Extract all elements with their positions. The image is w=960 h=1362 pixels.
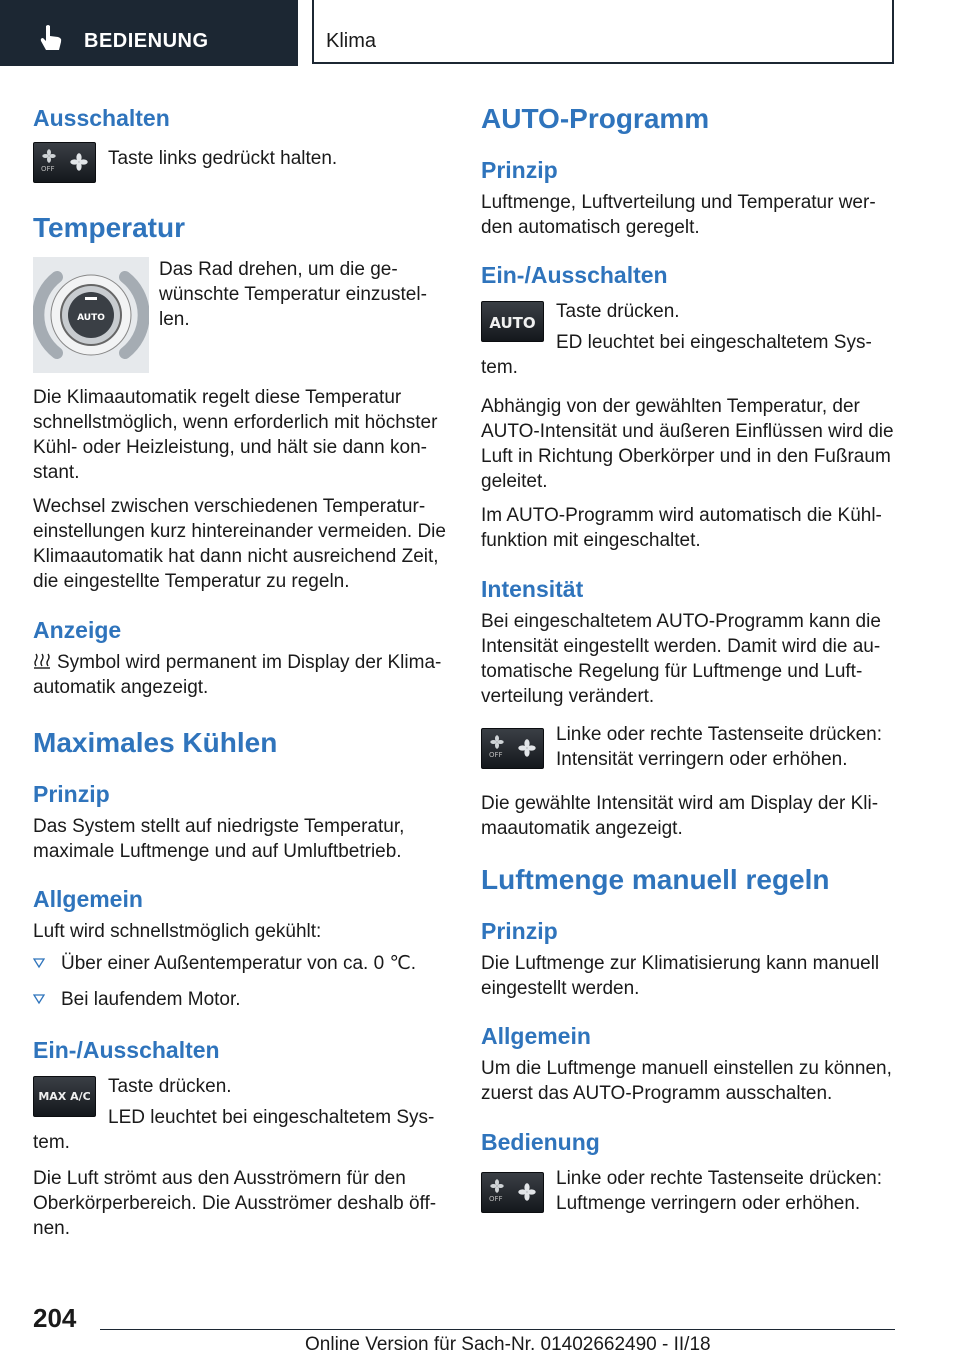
heading-ausschalten: Ausschalten	[33, 105, 170, 131]
heading-auto-programm: AUTO-Programm	[481, 103, 710, 134]
anzeige-text: Symbol wird permanent im Display der Klima-automatik angezeigt.	[33, 652, 442, 698]
prinzip-luftmenge-text: Die Luftmenge zur Klimatisierung kann manuell eingestellt werden.	[481, 953, 880, 999]
triangle-bullet-icon	[33, 993, 45, 1005]
heading-luftmenge: Luftmenge manuell regeln	[481, 864, 830, 895]
off-label: OFF	[41, 165, 55, 173]
bullet-text-2: Bei laufendem Motor.	[61, 989, 241, 1010]
left-column	[33, 98, 447, 1241]
temperatur-intro-1: Das Rad drehen, um die ge-	[159, 259, 398, 280]
fan-small-icon	[490, 735, 504, 749]
heading-ein-aus-auto: Ein-/Ausschalten	[481, 262, 668, 288]
bullet-text-1: Über einer Außentemperatur von ca. 0 ℃.	[61, 953, 417, 974]
max-ac-label: MAX A/C	[38, 1090, 91, 1103]
auto-p2: Im AUTO-Programm wird automatisch die Kühl-funktion mit eingeschaltet.	[481, 505, 882, 551]
ein-aus-auto-l3: tem.	[481, 357, 518, 378]
anzeige-paragraph	[33, 650, 447, 700]
fan-button-image	[33, 142, 96, 183]
heading-temperatur: Temperatur	[33, 212, 185, 243]
allgemein-max-text: Luft wird schnellstmöglich gekühlt:	[33, 921, 322, 942]
intensitaet-text: Bei eingeschaltetem AUTO-Programm kann die Intensität eingestellt werden. Damit wird die au-tomatische Regelung für Luftmenge und Luft-verteilung verändert.	[481, 611, 881, 707]
footer-text: Online Version für Sach-Nr. 01402662490 - II/18	[305, 1334, 711, 1355]
heading-ein-aus-max: Ein-/Ausschalten	[33, 1037, 220, 1063]
off-label: OFF	[489, 1195, 503, 1203]
fan-large-icon	[518, 739, 536, 757]
list-item	[33, 987, 447, 1012]
section-tab	[0, 0, 298, 66]
auto-button-image	[481, 301, 544, 342]
conditions-list	[33, 951, 447, 1012]
dial-auto-label: AUTO	[77, 313, 105, 323]
allgemein-luftmenge-text: Um die Luftmenge manuell einstellen zu können, zuerst das AUTO-Programm ausschalten.	[481, 1058, 892, 1104]
ein-aus-auto-l1: Taste drücken.	[556, 301, 680, 322]
temperatur-p1: Die Klimaautomatik regelt diese Temperatur schnellstmöglich, wenn erforderlich mit höchster Kühl- oder Heizleistung, und hält sie dann kon-stant.	[33, 387, 438, 483]
temperatur-intro-3: len.	[159, 309, 190, 330]
heading-max-kuehlen: Maximales Kühlen	[33, 727, 278, 758]
right-column	[481, 98, 897, 1216]
fan-small-icon	[490, 1179, 504, 1193]
temperature-dial-image	[33, 257, 149, 373]
temperatur-intro-2: wünschte Temperatur einzustel-	[159, 284, 427, 305]
topic-tab	[312, 0, 894, 64]
heading-prinzip-luftmenge: Prinzip	[481, 918, 558, 944]
bedienung-text: Linke oder rechte Tastenseite drücken: Luftmenge verringern oder erhöhen.	[556, 1168, 883, 1214]
off-label: OFF	[489, 751, 503, 759]
heading-prinzip-max: Prinzip	[33, 781, 110, 807]
hand-pointer-icon	[38, 24, 64, 52]
ein-aus-max-l2: LED leuchtet bei eingeschaltetem Sys-	[108, 1107, 435, 1128]
ein-aus-max-l3: tem.	[33, 1132, 70, 1153]
temperatur-p2: Wechsel zwischen verschiedenen Temperatur-einstellungen kurz hintereinander vermeiden. Die Klimaautomatik hat dann nicht ausreichend Zeit, die eingestellte Temperatur zu regeln.	[33, 496, 446, 592]
section-label: BEDIENUNG	[84, 30, 209, 52]
auto-button-label: AUTO	[489, 314, 536, 332]
heading-intensitaet: Intensität	[481, 576, 584, 602]
fan-small-icon	[42, 149, 56, 163]
heading-anzeige: Anzeige	[33, 617, 122, 643]
heading-allgemein-luftmenge: Allgemein	[481, 1023, 591, 1049]
heading-allgemein-max: Allgemein	[33, 886, 143, 912]
cooling-symbol-icon	[33, 652, 51, 670]
prinzip-max-text: Das System stellt auf niedrigste Temperatur, maximale Luftmenge und auf Umluftbetrieb.	[33, 816, 405, 862]
prinzip-auto-text: Luftmenge, Luftverteilung und Temperatur wer-den automatisch geregelt.	[481, 192, 876, 238]
heading-bedienung: Bedienung	[481, 1129, 600, 1155]
max-kuehlen-last: Die Luft strömt aus den Ausströmern für den Oberkörperbereich. Die Ausströmer deshalb öff-nen.	[33, 1168, 437, 1239]
list-item	[33, 951, 447, 976]
heading-prinzip-auto: Prinzip	[481, 157, 558, 183]
intensitaet-btn-text: Linke oder rechte Tastenseite drücken: Intensität verringern oder erhöhen.	[556, 724, 883, 770]
ein-aus-auto-l2: ED leuchtet bei eingeschaltetem Sys-	[556, 332, 872, 353]
page-number: 204	[33, 1303, 77, 1333]
fan-button-image	[481, 728, 544, 769]
intensitaet-last: Die gewählte Intensität wird am Display der Kli-maautomatik angezeigt.	[481, 793, 879, 839]
footer-divider	[100, 1329, 895, 1330]
fan-large-icon	[518, 1183, 536, 1201]
triangle-bullet-icon	[33, 957, 45, 969]
max-ac-button-image	[33, 1076, 96, 1117]
ausschalten-text: Taste links gedrückt halten.	[108, 148, 338, 169]
ein-aus-max-l1: Taste drücken.	[108, 1076, 232, 1097]
fan-button-image	[481, 1172, 544, 1213]
auto-p1: Abhängig von der gewählten Temperatur, der AUTO-Intensität und äußeren Einflüssen wird die Luft in Richtung Oberkörper und in den Fußraum geleitet.	[481, 396, 894, 492]
fan-large-icon	[70, 153, 88, 171]
topic-label: Klima	[326, 30, 377, 52]
